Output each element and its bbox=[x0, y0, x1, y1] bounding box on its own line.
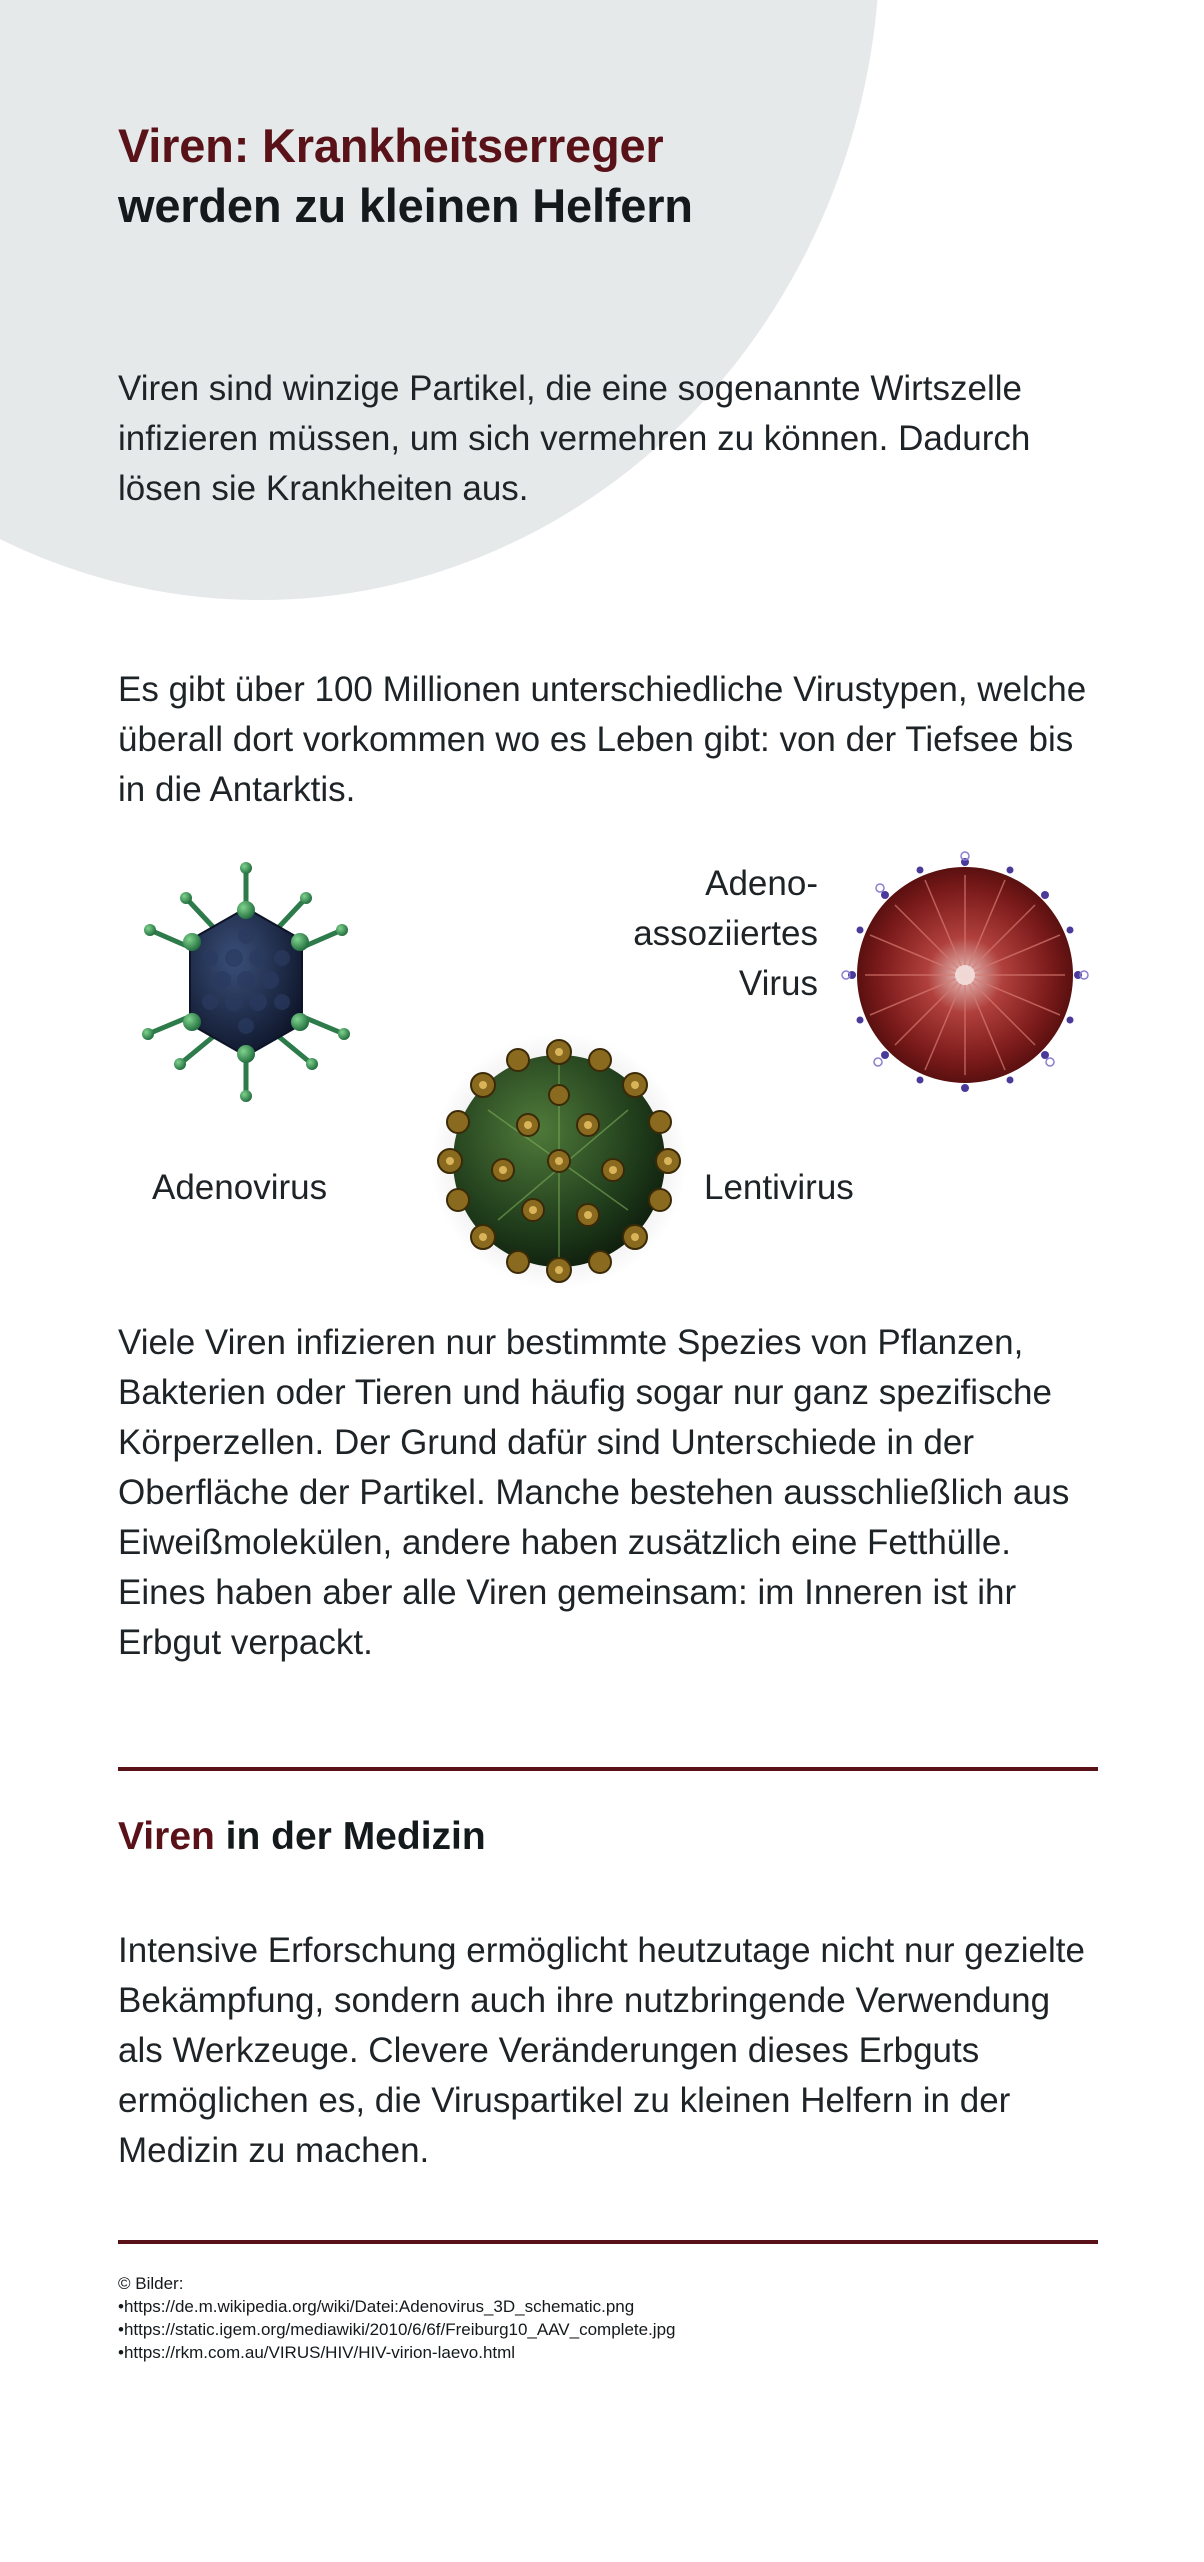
page-title-accent: Viren: Krankheitserreger bbox=[118, 119, 664, 172]
adenovirus-image bbox=[134, 858, 358, 1106]
medicine-paragraph: Intensive Erforschung ermöglicht heutzutage nicht nur gezielte Bekämpfung, sondern auch ihre nutzbringende Verwendung als Werkzeuge. Clevere Veränderungen dieses Erbguts ermöglichen es, die Viruspartikel zu kleinen Helfern in der Medizin zu machen. bbox=[118, 1931, 1085, 2170]
aav-label-line-1: Adeno- bbox=[705, 864, 818, 903]
section-title-medicine bbox=[118, 1810, 486, 1864]
aav-label bbox=[578, 859, 818, 1009]
section-title-rest: in der Medizin bbox=[214, 1815, 486, 1858]
section-divider-bottom bbox=[118, 2240, 1098, 2244]
page-title-rest: werden zu kleinen Helfern bbox=[118, 179, 693, 232]
aav-label-line-3: Virus bbox=[738, 964, 818, 1003]
section-divider-top bbox=[118, 1767, 1098, 1771]
credits-heading: © Bilder: bbox=[118, 2274, 184, 2293]
aav-label-line-2: assoziiertes bbox=[633, 914, 818, 953]
lentivirus-image bbox=[428, 1030, 690, 1292]
aav-image bbox=[840, 850, 1090, 1100]
lentivirus-label: Lentivirus bbox=[704, 1168, 854, 1207]
image-credits bbox=[118, 2272, 675, 2364]
body-paragraph: Viele Viren infizieren nur bestimmte Spezies von Pflanzen, Bakterien oder Tieren und häufig sogar nur ganz spezifische Körperzellen. Der Grund dafür sind Unterschiede in der Oberfläche der Partikel. Manche bestehen ausschließlich aus Eiweißmolekülen, andere haben zusätzlich eine Fetthülle. Eines haben aber alle Viren gemeinsam: im Inneren ist ihr Erbgut verpackt. bbox=[118, 1323, 1070, 1662]
intro-paragraph-1: Viren sind winzige Partikel, die eine sogenannte Wirtszelle infizieren müssen, um sich vermehren zu können. Dadurch lösen sie Krankheiten aus. bbox=[118, 369, 1031, 508]
page-title bbox=[118, 116, 693, 236]
intro-paragraph-2: Es gibt über 100 Millionen unterschiedliche Virustypen, welche überall dort vorkommen wo es Leben gibt: von der Tiefsee bis in die Antarktis. bbox=[118, 670, 1087, 809]
section-title-accent: Viren bbox=[118, 1815, 215, 1858]
credit-source: • https://static.igem.org/mediawiki/2010/6/6f/Freiburg10_AAV_complete.jpg bbox=[118, 2318, 675, 2341]
credits-list bbox=[118, 2295, 675, 2364]
credit-source: • https://de.m.wikipedia.org/wiki/Datei:Adenovirus_3D_schematic.png bbox=[118, 2295, 675, 2318]
virus-illustrations bbox=[118, 850, 1098, 1290]
adenovirus-label: Adenovirus bbox=[152, 1168, 328, 1207]
credit-source: • https://rkm.com.au/VIRUS/HIV/HIV-virion-laevo.html bbox=[118, 2341, 675, 2364]
